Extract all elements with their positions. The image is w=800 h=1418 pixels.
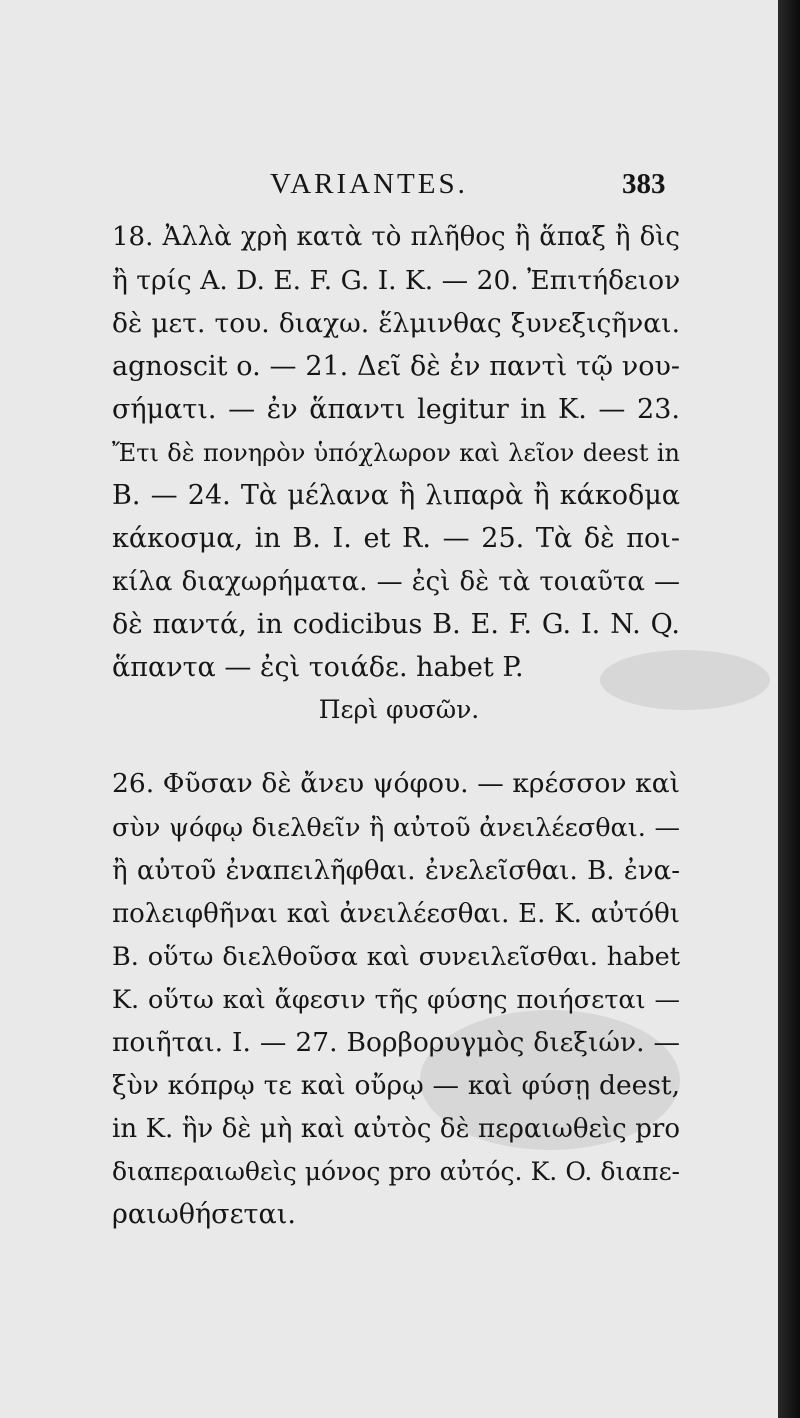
text-line: σήματι. — ἐν ἅπαντι legitur in K. — 23.: [112, 394, 680, 425]
page-number: 383: [622, 168, 666, 200]
text-line: δὲ μετ. του. διαχω. ἕλμινθας ξυνεξιςῆναι.: [112, 308, 680, 339]
text-line: ραιωθήσεται.: [112, 1199, 296, 1230]
text-line: διαπεραιωθεὶς μόνος pro αὐτός. K. O. διαπε-: [112, 1157, 680, 1186]
text-line: κάκοσμα, in B. I. et R. — 25. Τὰ δὲ ποι-: [112, 523, 680, 554]
text-line: B. οὕτω διελθοῦσα καὶ συνειλεῖσθαι. habet: [112, 942, 680, 972]
text-line: κίλα διαχωρήματα. — ἐςὶ δὲ τὰ τοιαῦτα —: [112, 567, 680, 597]
text-line: σὺν ψόφῳ διελθεῖν ἢ αὐτοῦ ἀνειλέεσθαι. —: [112, 813, 680, 843]
text-line: 18. Ἀλλὰ χρὴ κατὰ τὸ πλῆθος ἢ ἅπαξ ἢ δὶς: [112, 222, 680, 252]
text-line: Ἔτι δὲ πονηρὸν ὑπόχλωρον καὶ λεῖον deest in: [112, 439, 680, 467]
text-line: ξὺν κόπρῳ τε καὶ οὔρῳ — καὶ φύσῃ deest,: [112, 1070, 680, 1101]
text-line: agnoscit o. — 21. Δεῖ δὲ ἐν παντὶ τῷ νου-: [112, 351, 680, 382]
section-heading: Περὶ φυσῶν.: [318, 695, 480, 724]
text-line: B. — 24. Τὰ μέλανα ἢ λιπαρὰ ἢ κάκοδμα: [112, 480, 680, 511]
text-line: ποιῆται. I. — 27. Βορβορυγμὸς διεξιών. —: [112, 1027, 680, 1058]
text-line: ἢ αὐτοῦ ἐναπειλῆφθαι. ἐνελεῖσθαι. B. ἐνα-: [112, 856, 680, 886]
book-edge: [778, 0, 800, 1418]
text-line: ἢ τρίς A. D. E. F. G. I. K. — 20. Ἐπιτήδειον: [112, 265, 680, 296]
text-line: in K. ἣν δὲ μὴ καὶ αὐτὸς δὲ περαιωθεὶς pro: [112, 1114, 680, 1144]
text-line: δὲ παντά, in codicibus B. E. F. G. I. N. Q.: [112, 609, 680, 640]
text-line: ἅπαντα — ἐςὶ τοιάδε. habet P.: [112, 652, 524, 683]
text-line: K. οὕτω καὶ ἄφεσιν τῆς φύσης ποιήσεται —: [112, 985, 680, 1015]
text-line: πολειφθῆναι καὶ ἀνειλέεσθαι. E. K. αὐτόθι: [112, 899, 680, 929]
running-title: VARIANTES.: [270, 168, 468, 200]
text-line: 26. Φῦσαν δὲ ἄνευ ψόφου. — κρέσσον καὶ: [112, 768, 680, 799]
